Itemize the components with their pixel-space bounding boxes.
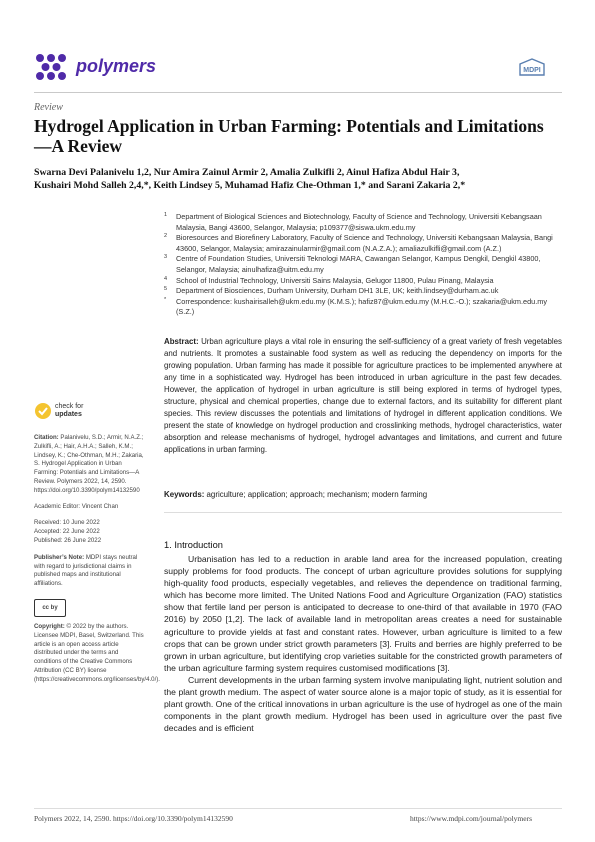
check-label-2: updates	[55, 411, 82, 418]
keywords-divider	[164, 512, 562, 513]
abstract	[164, 336, 562, 456]
citation-label: Citation:	[34, 434, 59, 441]
published-date: Published: 26 June 2022	[34, 536, 102, 544]
publishers-note: Publisher’s Note: MDPI stays neutral with regard to jurisdictional claims in published maps and institutional affiliations.	[34, 553, 138, 588]
affiliation: 2 Bioresources and Biorefinery Laboratory, Faculty of Science and Technology, Universiti Kebangsaan Malaysia, Bangi 43600, Selangor, Malaysia; amirazainularmir@gmail.com (N.A.Z.A.); amaliazulkifli@gmail.com (A.Z.)	[164, 233, 553, 253]
affiliation: 3 Centre of Foundation Studies, Universiti Teknologi MARA, Cawangan Selangor, Kampus Dengkil, Dengkil 43800, Selangor, Malaysia; ainulhafiza@uitm.edu.my	[164, 254, 541, 274]
copyright: Copyright: © 2022 by the authors. Licensee MDPI, Basel, Switzerland. This article is an open access article distributed under the terms and conditions of the Creative Commons Attribution (CC BY) license (https://creativecommons.org/licenses/by/4.0/).	[34, 622, 160, 683]
keywords-text: agriculture; application; approach; mechanism; modern farming	[206, 490, 428, 499]
abstract-label: Abstract:	[164, 337, 199, 346]
affiliations	[164, 212, 564, 318]
authors-line-1[interactable]: Swarna Devi Palanivelu 1,2, Nur Amira Zainul Armir 2, Amalia Zulkifli 2, Ainul Hafiza Abdul Hair 3,	[34, 167, 460, 178]
academic-editor: Academic Editor: Vincent Chan	[34, 502, 119, 510]
citation	[34, 434, 146, 496]
abstract-text: Urban agriculture plays a vital role in ensuring the self-sufficiency of a great variety of fresh vegetables and nutrients. It promotes a sustainable food system as well as reducing the dependency on imports for the growing population. Urban farming has made it possible for agriculture practices to be implemented anywhere at any time in a sophisticated way. Hydrogel has been introduced in urban agriculture in the past few decades. However, the application of hydrogel in urban agriculture is still being explored in terms of hydrogel types, structure, physical and chemical properties, change due to external factors, and its suitability for different plant species. This review discusses the potentials and limitations of hydrogel in different application conditions. We present the state of knowledge on hydrogel production and crosslinking methods, hydrogel characteristics, water absorption and release mechanisms of hydrogel, hydrogel advantages and limitations, and current and future applications in urban farming.	[164, 337, 562, 454]
affiliation: 4 School of Industrial Technology, Universiti Sains Malaysia, Gelugor 11800, Pulau Pinang, Malaysia	[164, 275, 494, 285]
received-date: Received: 10 June 2022	[34, 519, 100, 527]
mdpi-logo-icon	[516, 58, 548, 78]
affiliation: 5 Department of Biosciences, Durham University, Durham DH1 3LE, UK; keith.lindsey@durham.ac.uk	[164, 286, 499, 296]
correspondence: * Correspondence: kushairisalleh@ukm.edu.my (K.M.S.); hafiz87@ukm.edu.my (M.H.C.-O.); szakaria@ukm.edu.my (S.Z.)	[164, 296, 547, 317]
article-title: Hydrogel Application in Urban Farming: Potentials and Limitations—A Review	[34, 116, 544, 156]
accepted-date: Accepted: 22 June 2022	[34, 528, 100, 536]
section-heading: 1. Introduction	[164, 540, 223, 550]
intro-body	[164, 553, 562, 734]
intro-paragraph-1: Urbanisation has led to a reduction in arable land area for the increased population, creating supply problems for food products. The concept of urban agriculture provides solutions for supplying high-quality food products, especially vegetables, and relieves the dependence on traditional farming, which has become more limited. The United Nations Food and Agriculture Organization (FAO) statistics show that fertile land per person is anticipated to decrease to one-third of that available in 1970 (FAO 2016) by 2050 [1,2]. The lack of available land in metropolitan areas creates a need for sustainable agriculture to provide yields at fast and constant rates. However, urban agriculture is limited to a few crops that can be grown under strict growth parameters [3]. Fruits and berries are highly preferred to be grown in urban agriculture, but identifying crop varieties suitable for the constricted growth parameters of the urban agriculture farming system requires customised modifications [3].	[164, 554, 562, 673]
keywords-label: Keywords:	[164, 490, 205, 499]
journal-name: polymers	[76, 56, 157, 76]
intro-paragraph-2: Current developments in the urban farming system involve manipulating light, nutrient solution and the plant growth medium. The aspect of water source alone is a major topic of study, as it is essential for plant growth. One of the critical innovations in urban agriculture is the use of hydrogel as one of the main components in the plant growth medium. Hydrogel has been used in agriculture over the past five decades and is efficient	[164, 674, 562, 734]
cc-by-badge[interactable]: cc by	[34, 599, 66, 617]
footer-divider	[34, 808, 562, 809]
footer-journal-link[interactable]: https://www.mdpi.com/journal/polymers	[410, 814, 533, 823]
keywords	[164, 490, 562, 499]
footer-citation[interactable]: Polymers 2022, 14, 2590. https://doi.org/10.3390/polym14132590	[34, 814, 233, 823]
article-type: Review	[34, 102, 63, 113]
header-divider	[34, 92, 562, 93]
mdpi-label: MDPI	[523, 67, 541, 74]
check-updates-icon	[34, 402, 52, 420]
affiliation: 1 Department of Biological Sciences and Biotechnology, Faculty of Science and Technology, Universiti Kebangsaan Malaysia, Bangi 43600, Selangor, Malaysia; p109377@siswa.ukm.edu.my	[164, 212, 542, 232]
polymers-logo-icon	[34, 52, 68, 82]
check-label-1: check for	[55, 403, 84, 410]
author-list	[34, 166, 564, 192]
citation-text[interactable]: Palanivelu, S.D.; Armir, N.A.Z.; Zulkifli, A.; Hair, A.H.A.; Salleh, K.M.; Lindsey, K.; Che-Othman, M.H.; Zakaria, S. Hydrogel Application in Urban Farming: Potentials and Limitations—A Review. Polymers 2022, 14, 2590. https://doi.org/10.3390/polym14132590	[34, 434, 144, 494]
sidebar	[34, 434, 160, 685]
authors-line-2[interactable]: Kushairi Mohd Salleh 2,4,*, Keith Lindsey 5, Muhamad Hafiz Che-Othman 1,* and Sarani Zakaria 2,*	[34, 180, 466, 191]
